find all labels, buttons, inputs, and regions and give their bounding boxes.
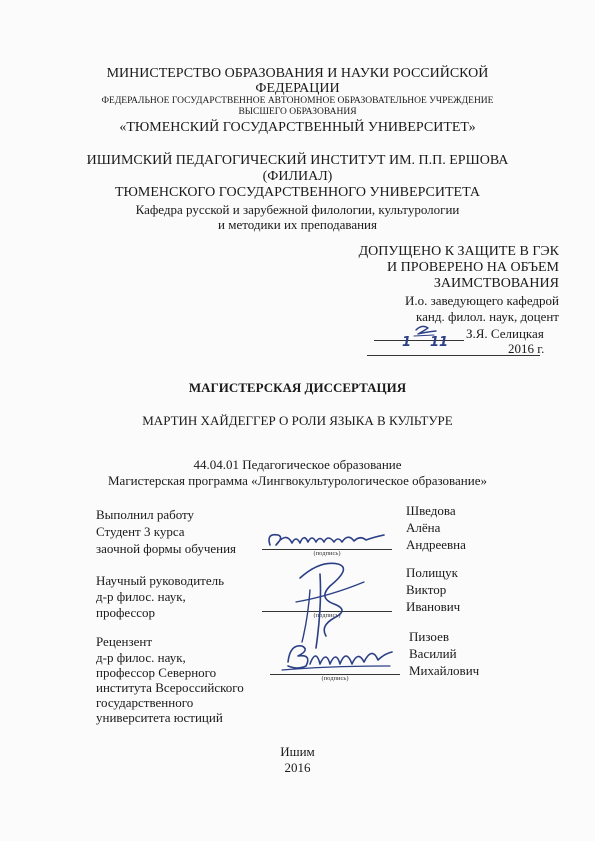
reviewer-signature-caption: (подпись)	[321, 675, 349, 682]
university-name: «ТЮМЕНСКИЙ ГОСУДАРСТВЕННЫЙ УНИВЕРСИТЕТ»	[119, 120, 476, 135]
supervisor-surname: Полищук	[406, 565, 458, 580]
supervisor-role-line-3: профессор	[96, 605, 156, 620]
supervisor-role-line-2: д-р филос. наук,	[96, 589, 186, 604]
reviewer-patronymic: Михайлович	[409, 663, 480, 678]
supervisor-patronymic: Иванович	[406, 599, 461, 614]
institute-line-3: ТЮМЕНСКОГО ГОСУДАРСТВЕННОГО УНИВЕРСИТЕТА	[114, 185, 481, 200]
student-role-line-2: Студент 3 курса	[96, 524, 185, 539]
year: 2016	[284, 760, 311, 775]
ministry-line-1: МИНИСТЕРСТВО ОБРАЗОВАНИЯ И НАУКИ РОССИЙСКОЙ	[106, 66, 489, 81]
department-line-2: и методики их преподавания	[218, 217, 377, 232]
approver-position: И.о. заведующего кафедрой	[404, 293, 559, 308]
supervisor-signature-caption: (подпись)	[313, 612, 341, 619]
institute-line-2: (ФИЛИАЛ)	[262, 169, 333, 184]
student-role-line-1: Выполнил работу	[96, 507, 195, 522]
approval-date-month: 11	[430, 335, 449, 350]
reviewer-role-line-1: Рецензент	[96, 634, 153, 649]
approval-line-1: ДОПУЩЕНО К ЗАЩИТЕ В ГЭК	[358, 244, 559, 259]
reviewer-role-line-4: института Всероссийского	[96, 680, 244, 695]
program-code: 44.04.01 Педагогическое образование	[193, 457, 402, 472]
student-first-name: Алёна	[406, 520, 441, 535]
approval-date-year: 2016 г.	[508, 341, 545, 356]
program-name: Магистерская программа «Лингвокультурологическое образование»	[108, 473, 487, 488]
department-line-1: Кафедра русской и зарубежной филологии, культурологии	[135, 202, 460, 217]
city: Ишим	[280, 744, 315, 759]
reviewer-role-line-6: университета юстиций	[96, 710, 223, 725]
institution-type-line-1: ФЕДЕРАЛЬНОЕ ГОСУДАРСТВЕННОЕ АВТОНОМНОЕ ОБРАЗОВАТЕЛЬНОЕ УЧРЕЖДЕНИЕ	[101, 96, 494, 106]
reviewer-surname: Пизоев	[409, 629, 449, 644]
approver-signature-line	[374, 340, 464, 341]
institution-type-line-2: ВЫСШЕГО ОБРАЗОВАНИЯ	[238, 107, 357, 117]
reviewer-role-line-2: д-р филос. наук,	[96, 650, 186, 665]
ministry-line-2: ФЕДЕРАЦИИ	[255, 81, 340, 96]
student-surname: Шведова	[406, 503, 456, 518]
approval-line-3: ЗАИМСТВОВАНИЯ	[433, 276, 559, 291]
supervisor-first-name: Виктор	[406, 582, 447, 597]
supervisor-role-line-1: Научный руководитель	[96, 573, 225, 588]
student-signature	[262, 525, 392, 553]
document-title: МАРТИН ХАЙДЕГГЕР О РОЛИ ЯЗЫКА В КУЛЬТУРЕ	[142, 413, 453, 428]
document-type: МАГИСТЕРСКАЯ ДИССЕРТАЦИЯ	[188, 380, 407, 395]
reviewer-first-name: Василий	[409, 646, 457, 661]
approver-name: З.Я. Селицкая	[466, 326, 544, 341]
reviewer-signature	[280, 636, 400, 676]
approver-degree: канд. филол. наук, доцент	[415, 309, 559, 324]
reviewer-role-line-5: государственного	[96, 695, 194, 710]
approval-line-2: И ПРОВЕРЕНО НА ОБЪЕМ	[387, 260, 559, 275]
reviewer-role-line-3: профессор Северного	[96, 665, 217, 680]
approval-date-day: 1	[402, 335, 412, 350]
student-signature-caption: (подпись)	[313, 550, 341, 557]
student-patronymic: Андреевна	[406, 537, 466, 552]
student-role-line-3: заочной формы обучения	[96, 541, 237, 556]
institute-line-1: ИШИМСКИЙ ПЕДАГОГИЧЕСКИЙ ИНСТИТУТ ИМ. П.П. ЕРШОВА	[86, 153, 509, 168]
